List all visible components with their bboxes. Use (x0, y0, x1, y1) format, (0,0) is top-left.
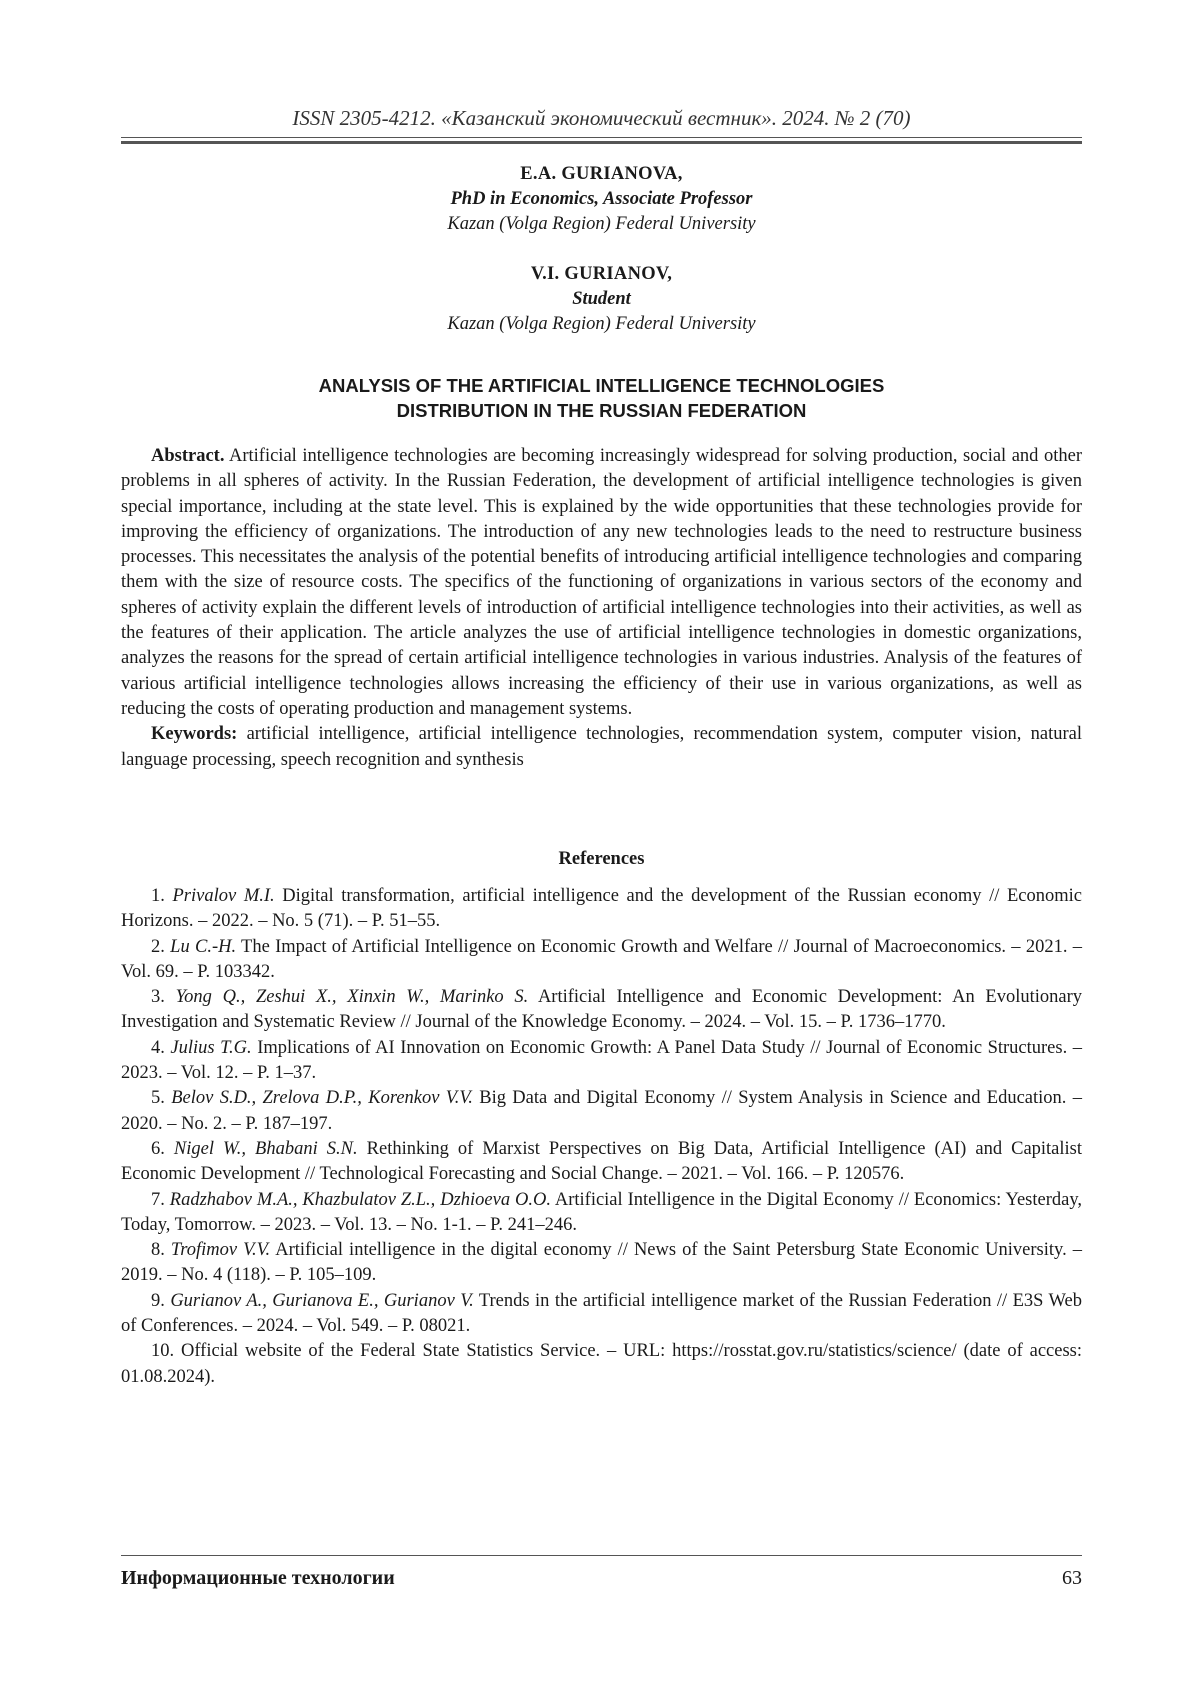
author-2 (121, 262, 1082, 337)
footer-rule (121, 1555, 1082, 1556)
reference-number: 1. (151, 886, 173, 906)
abstract-section (121, 444, 1082, 773)
reference-authors: Julius T.G. (170, 1037, 252, 1058)
reference-item (121, 1137, 1082, 1188)
reference-number: 6. (151, 1138, 174, 1159)
author-position: PhD in Economics, Associate Professor (450, 189, 753, 209)
author-affiliation: Kazan (Volga Region) Federal University (447, 314, 756, 334)
keywords-paragraph (121, 722, 1082, 773)
reference-number: 5. (151, 1088, 172, 1109)
reference-text: Big Data and Digital Economy // System Analysis in Science and Education. – 2020. – No. 2. – P. 187–197. (121, 1088, 1083, 1134)
abstract-paragraph (121, 444, 1082, 722)
keywords-label: Keywords: (151, 724, 238, 745)
reference-text: Artificial Intelligence in the Digital Economy // Economics: Yesterday, Today, Tomorrow. – 2023. – Vol. 13. – No. 1-1. – P. 241–246. (121, 1189, 1083, 1235)
keywords-text: artificial intelligence, artificial intelligence technologies, recommendation system, computer vision, natural language processing, speech recognition and synthesis (121, 724, 1082, 770)
reference-item (121, 1238, 1082, 1289)
reference-authors: Privalov M.I. (172, 886, 275, 906)
author-name: V.I. GURIANOV, (530, 264, 673, 284)
reference-text: Official website of the Federal State Statistics Service. – URL: https://rosstat.gov.ru/statistics/science/ (date of access: 01.08.2024). (121, 1341, 1082, 1387)
article-page (121, 0, 1082, 1697)
reference-number: 8. (151, 1240, 171, 1261)
author-name: E.A. GURIANOVA, (520, 164, 683, 184)
author-affiliation: Kazan (Volga Region) Federal University (447, 214, 756, 234)
reference-item (121, 935, 1082, 986)
author-position: Student (572, 289, 631, 309)
references-heading: References (558, 849, 645, 869)
reference-item (121, 985, 1082, 1036)
authors-block (121, 162, 1082, 362)
reference-text: Artificial Intelligence and Economic Development: An Evolutionary Investigation and Systematic Review // Journal of the Knowledge Economy. – 2024. – Vol. 15. – P. 1736–1770. (121, 987, 1083, 1033)
footer-section-title: Информационные технологии (121, 1567, 395, 1589)
author-1 (121, 162, 1082, 237)
reference-text: Artificial intelligence in the digital economy // News of the Saint Petersburg State Economic University. – 2019. – No. 4 (118). – P. 105–109. (121, 1240, 1082, 1286)
reference-authors: Yong Q., Zeshui X., Xinxin W., Marinko S. (175, 987, 529, 1008)
reference-item (121, 1188, 1082, 1239)
abstract-label: Abstract. (151, 446, 225, 466)
references-list (121, 884, 1082, 1390)
article-title (121, 373, 1082, 423)
reference-number: 9. (151, 1290, 171, 1311)
reference-authors: Gurianov A., Gurianova E., Gurianov V. (170, 1290, 474, 1311)
reference-number: 10. (151, 1341, 181, 1362)
reference-number: 2. (151, 936, 171, 957)
title-line-2: DISTRIBUTION IN THE RUSSIAN FEDERATION (396, 400, 807, 421)
header-rule-thick (121, 141, 1082, 144)
reference-text: Trends in the artificial intelligence market of the Russian Federation // E3S Web of Conferences. – 2024. – Vol. 549. – P. 08021. (121, 1290, 1082, 1337)
journal-header: ISSN 2305-4212. «Казанский экономический вестник». 2024. № 2 (70) (292, 106, 911, 130)
reference-number: 4. (151, 1037, 171, 1058)
reference-item (121, 884, 1082, 935)
reference-authors: Trofimov V.V. (170, 1240, 271, 1261)
reference-number: 3. (151, 987, 176, 1008)
reference-item (121, 1086, 1082, 1137)
reference-authors: Belov S.D., Zrelova D.P., Korenkov V.V. (171, 1088, 473, 1109)
reference-text: The Impact of Artificial Intelligence on Economic Growth and Welfare // Journal of Macroeconomics. – 2021. – Vol. 69. – P. 103342. (121, 936, 1083, 982)
header-rule-thin (121, 137, 1082, 138)
reference-authors: Lu C.-H. (170, 936, 237, 957)
page-number: 63 (1062, 1567, 1082, 1589)
reference-item (121, 1289, 1082, 1340)
reference-number: 7. (151, 1189, 170, 1210)
abstract-text: Artificial intelligence technologies are becoming increasingly widespread for solving production, social and other problems in all spheres of activity. In the Russian Federation, the development of artificial intelligence technologies is given special importance, including at the state level. This is explained by the wide opportunities that these technologies provide for improving the efficiency of organizations. The introduction of any new technologies leads to the need to restructure business processes. This necessitates the analysis of the potential benefits of introducing artificial intelligence technologies and comparing them with the size of resource costs. The specifics of the functioning of organizations in various sectors of the economy and spheres of activity explain the different levels of introduction of artificial intelligence technologies into their activities, as well as the features of their application. The article analyzes the use of artificial intelligence technologies in domestic organizations, analyzes the reasons for the spread of certain artificial intelligence technologies in various industries. Analysis of the features of various artificial intelligence technologies allows increasing the efficiency of their use in various organizations, as well as reducing the costs of operating production and management systems. (121, 446, 1082, 719)
reference-text: Digital transformation, artificial intelligence and the development of the Russian economy // Economic Horizons. – 2022. – No. 5 (71). – P. 51–55. (121, 886, 1083, 932)
reference-item (121, 1036, 1082, 1087)
reference-text: Implications of AI Innovation on Economic Growth: A Panel Data Study // Journal of Economic Structures. – 2023. – Vol. 12. – P. 1–37. (121, 1037, 1083, 1084)
title-line-1: ANALYSIS OF THE ARTIFICIAL INTELLIGENCE TECHNOLOGIES (318, 375, 885, 396)
reference-item (121, 1339, 1082, 1390)
reference-text: Rethinking of Marxist Perspectives on Big Data, Artificial Intelligence (AI) and Capitalist Economic Development // Technological Forecasting and Social Change. – 2021. – Vol. 166. – P. 120576. (121, 1138, 1083, 1185)
reference-authors: Radzhabov M.A., Khazbulatov Z.L., Dzhioeva O.O. (169, 1189, 551, 1210)
reference-authors: Nigel W., Bhabani S.N. (173, 1138, 358, 1159)
